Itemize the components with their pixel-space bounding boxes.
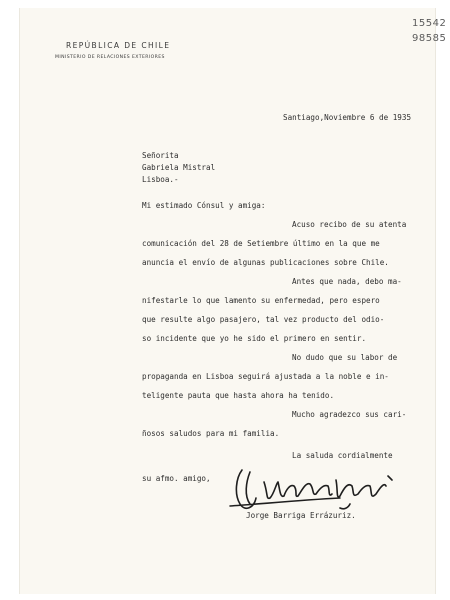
recipient-line: Señorita [142, 151, 179, 160]
signer-name: Jorge Barriga Errázuriz. [246, 511, 356, 520]
body-line: Mucho agradezco sus cari- [292, 410, 407, 419]
body-line: La saluda cordialmente [292, 451, 393, 460]
body-line: No dudo que su labor de [292, 353, 398, 362]
closing: su afmo. amigo, [142, 474, 211, 483]
body-line: nifestarle lo que lamento su enfermedad, pero espero [142, 296, 380, 305]
letter-page [19, 8, 447, 594]
body-line: so incidente que yo he sido el primero en sentir. [142, 334, 367, 343]
body-line: comunicación del 28 de Setiembre último en la que me [142, 239, 380, 248]
archive-number: 98585 [412, 33, 447, 44]
body-line: propaganda en Lisboa seguirá ajustada a la noble e in- [142, 372, 389, 381]
place-date: Santiago,Noviembre 6 de 1935 [283, 113, 412, 122]
body-line: que resulte algo pasajero, tal vez producto del odio- [142, 315, 385, 324]
letterhead-title: REPÚBLICA DE CHILE [66, 41, 171, 50]
body-line: ñosos saludos para mi familia. [142, 429, 280, 438]
body-line: Antes que nada, debo ma- [292, 277, 402, 286]
body-line: Acuso recibo de su atenta [292, 220, 407, 229]
recipient-line: Gabriela Mistral [142, 163, 216, 172]
salutation: Mi estimado Cónsul y amiga: [142, 201, 266, 210]
recipient-line: Lisboa.- [142, 175, 179, 184]
body-line: teligente pauta que hasta ahora ha tenido. [142, 391, 335, 400]
archive-number: 15542 [412, 18, 447, 29]
body-line: anuncia el envío de algunas publicaciones sobre Chile. [142, 258, 389, 267]
letterhead-subtitle: MINISTERIO DE RELACIONES EXTERIORES [55, 55, 165, 60]
